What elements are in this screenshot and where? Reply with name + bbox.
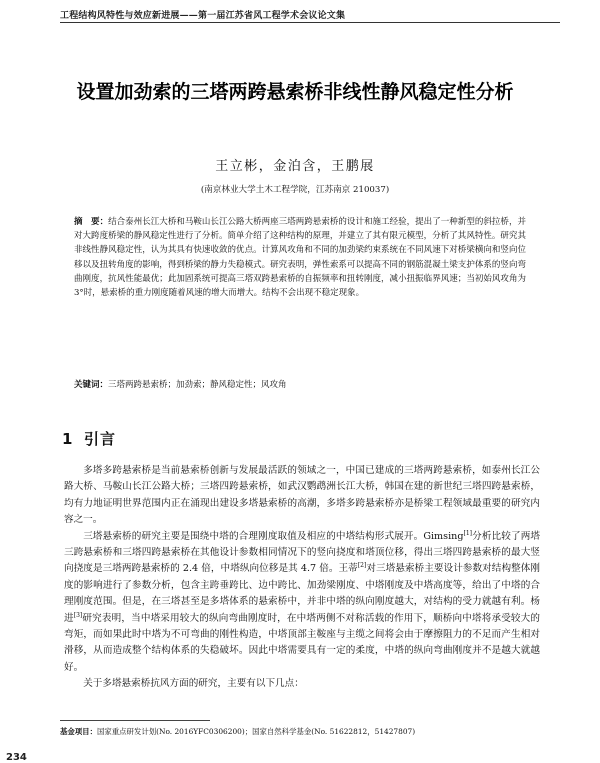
abstract xyxy=(74,215,526,300)
footnote-text: 国家重点研发计划(No. 2016YFC0306200)；国家自然科学基金(No. 51622812，51427807) xyxy=(96,727,416,736)
abstract-text: 结合泰州长江大桥和马鞍山长江公路大桥两座三塔两跨悬索桥的设计和施工经验，提出了一种新型的斜拉桥，并对大跨度桥梁的静风稳定性进行了分析。简单介绍了这种结构的原理，并建立了其有限元模型，分析了其风特性。研究其非线性静风稳定性，认为其具有快速收敛的优点。计算风攻角和不同的加劲梁约束系统在不同风速下对桥梁横向和竖向位移以及扭转角度的影响，得到桥梁的静力失稳模式。研究表明，弹性索系可以提高不同的钢筋混凝土梁支护体系的竖向弯曲刚度，抗风性能最优；此加固系统可提高三塔双跨悬索桥的自振频率和扭转刚度，减小扭振临界风速；当初始风攻角为3°时，悬索桥的重力刚度随着风速的增大而增大。结构不会出现不稳定现象。 xyxy=(74,217,526,299)
section-heading xyxy=(62,428,116,449)
section-title: 引言 xyxy=(84,430,117,448)
citation-marker: [3] xyxy=(73,611,83,619)
keywords-text: 三塔两跨悬索桥；加劲索；静风稳定性；风攻角 xyxy=(108,380,287,390)
paragraph: 关于多塔悬索桥抗风方面的研究，主要有以下几点： xyxy=(83,678,304,690)
keywords xyxy=(74,378,526,392)
paragraph: 三塔悬索桥的研究主要是围绕中塔的合理刚度取值及相应的中塔结构形式展开。Gimsing[1]分析比较了两塔三跨悬索桥和三塔四跨悬索桥在其他设计参数相同情况下的竖向挠度和塔顶位移，得出三塔四跨悬索桥的最大竖向挠度是三塔两跨悬索桥的 2.4 倍，中塔纵向位移是其 4.7 倍。王蒂[2]对三塔悬索桥主要设计参数对结构整体刚度的影响进行了参数分析，包含主跨垂跨比、边中跨比、加劲梁刚度、中塔刚度及中塔高度等，给出了中塔的合理刚度范围。但是，在三塔甚至是多塔体系的悬索桥中，并非中塔的纵向刚度越大，对结构的受力就越有利。杨进[3]研究表明，当中塔采用较大的纵向弯曲刚度时，在中塔两侧不对称活载的作用下，顺桥向中塔将承受较大的弯矩，而如果此时中塔为不可弯曲的刚性构造，中塔顶部主鞍座与主缆之间将会由于摩擦阻力的不足而产生相对滑移，从而造成整个结构体系的失稳破坏。因此中塔需要具有一定的柔度，中塔的纵向弯曲刚度并不是越大就越好。 xyxy=(64,529,541,673)
header-rule xyxy=(60,22,560,23)
citation-marker: [1] xyxy=(463,529,472,537)
section-number: 1 xyxy=(62,430,74,448)
citation-marker: [2] xyxy=(357,562,367,570)
running-head: 工程结构风特性与效应新进展——第一届江苏省风工程学术会议论文集 xyxy=(60,11,346,21)
page-number: 234 xyxy=(6,752,27,763)
funding-footnote xyxy=(60,726,560,737)
footnote-rule xyxy=(60,720,210,721)
abstract-label: 摘 要： xyxy=(74,217,109,227)
affiliation: (南京林业大学土木工程学院，江苏南京 210037) xyxy=(200,185,390,195)
authors: 王立彬，金泊含，王鹏展 xyxy=(215,159,375,174)
body-text xyxy=(64,463,540,693)
footnote-label: 基金项目： xyxy=(60,727,97,736)
paper-title: 设置加劲索的三塔两跨悬索桥非线性静风稳定性分析 xyxy=(76,81,514,103)
keywords-label: 关键词： xyxy=(74,380,109,390)
paragraph: 多塔多跨悬索桥是当前悬索桥创新与发展最活跃的领域之一，中国已建成的三塔两跨悬索桥，如泰州长江公路大桥、马鞍山长江公路大桥；三塔四跨悬索桥，如武汉鹦鹉洲长江大桥，韩国在建的新世纪三塔四跨悬索桥，均有力地证明世界范围内正在涌现出建设多塔悬索桥的高潮，多塔多跨悬索桥亦是桥梁工程领域最重要的研究内容之一。 xyxy=(64,465,540,526)
